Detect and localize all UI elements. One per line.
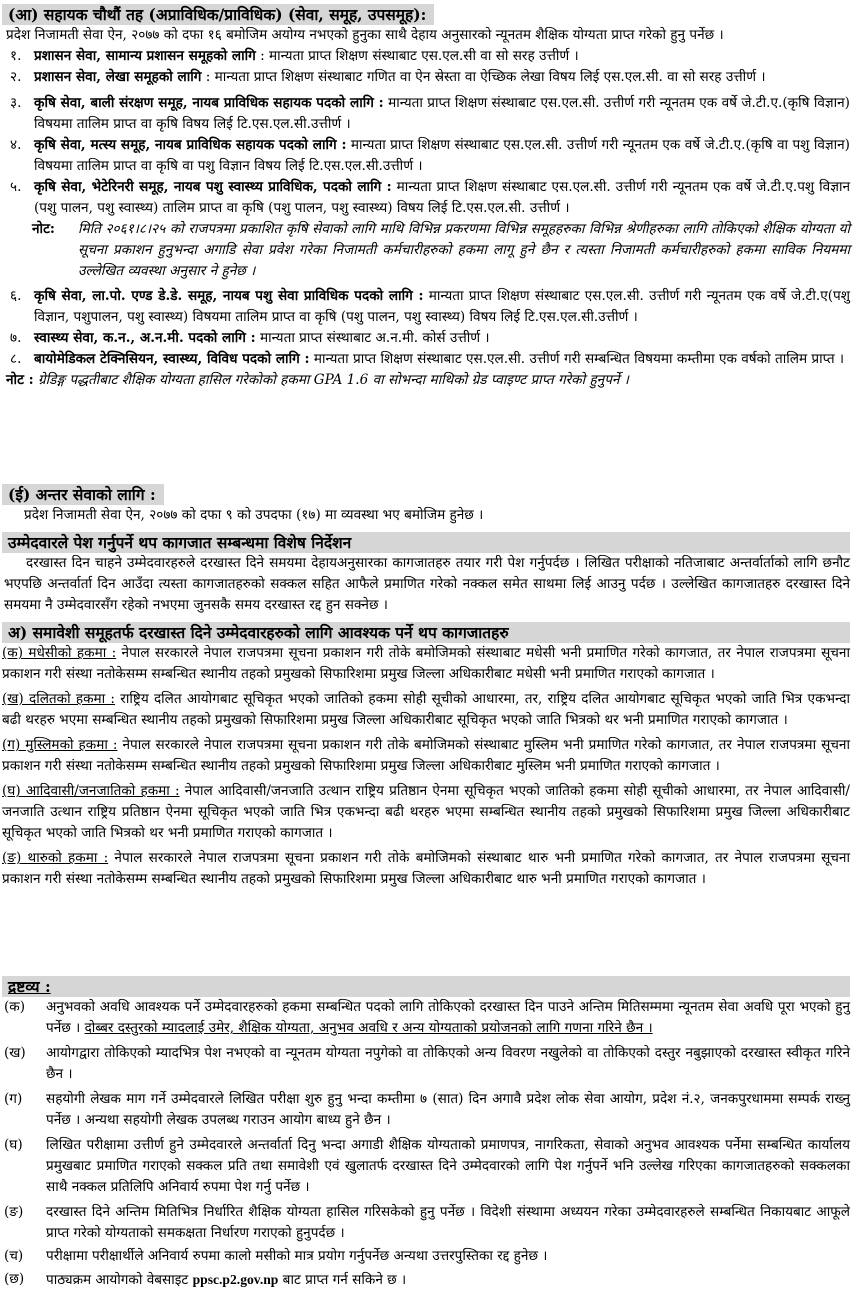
item-text: नेपाल सरकारले नेपाल राजपत्रमा सूचना प्रकाशन गरी तोके बमोजिमको संस्थाबाट मधेसी भनी प्रमाणित गरेको कागजात, तर नेपाल राजपत्रमा सूचना प्रकाशन गरी संस्था नतोकेसम्म सम्बन्धित स्थानीय तहको प्रमुखको सिफारिशमा प्रमुख जिल्ला अधिकारीबाट मधेसी भनी प्रमाणित गराएको कागजात । <box>2 645 850 682</box>
item-title: प्रशासन सेवा, लेखा समूहको लागि <box>34 69 202 85</box>
item-text: आयोगद्वारा तोकिएको म्यादभित्र पेश नभएको वा न्यूनतम योग्यता नपुगेको वा तोकिएको अन्य विवरण नखुलेको वा तोकिएको दस्तुर नबुझाएको दरखास्त स्वीकृत गरिने छैन । <box>46 1045 850 1082</box>
list-item <box>2 177 850 219</box>
note-2-label: नोट : <box>6 372 34 388</box>
list-item <box>2 286 850 328</box>
item-title: कृषि सेवा, बाली संरक्षण समूह, नायब प्राविधिक सहायक पदको लागि : <box>34 95 384 111</box>
item-text: परीक्षामा परीक्षार्थीले अनिवार्य रुपमा कालो मसीको मात्र प्रयोग गर्नुपर्नेछ अन्यथा उत्तरपुस्तिका रद्द हुनेछ । <box>46 1248 548 1264</box>
item-number: ५. <box>10 179 22 195</box>
section-inclusive-header: अ) समावेशी समूहतर्फ दरखास्त दिने उम्मेदवारहरुको लागि आवश्यक पर्ने थप कागजातहरु <box>2 622 850 643</box>
item-label: (ग) <box>4 1091 23 1107</box>
item-text: मान्यता प्राप्त संस्थाबाट अ.न.मी. कोर्स उत्तीर्ण । <box>255 330 490 346</box>
item-text: नेपाल आदिवासी/जनजाति उत्थान राष्ट्रिय प्रतिष्ठान ऐनमा सूचिकृत भएको जातिको हकमा सोही सूचीको आधारमा, तर नेपाल आदिवासी/जनजाति उत्थान राष्ट्रिय प्रतिष्ठान ऐनमा सूचिकृत भएको जाति भित्र एकभन्दा बढी थरहरु भएमा सम्बन्धित स्थानीय तहको प्रमुखको सिफारिशमा प्रमुख जिल्ला अधिकारीबाट सूचिकृत भएको जाति भित्रको थर भनी प्रमाणित गराएको कागजात । <box>2 783 850 841</box>
item-number: ८. <box>10 351 22 367</box>
note-1-label: नोट: <box>32 221 55 237</box>
item-text-after: बाट प्राप्त गर्न सकिने छ । <box>278 1272 407 1288</box>
section-ee-header: (ई) अन्तर सेवाको लागि : <box>2 484 164 505</box>
section-notes-title: द्रष्टव्य : <box>8 977 51 996</box>
item-text: मान्यता प्राप्त शिक्षण संस्थाबाट एस.एल.सी. उत्तीर्ण गरी न्यूनतम एक वर्षे जे.टी.ए.(कृषि वा पशु विज्ञान) विषयमा तालिम प्राप्त वा कृषि वा पशु विज्ञान विषय लिई टि.एस.एल.सी.उत्तीर्ण । <box>34 137 850 174</box>
item-number: १. <box>10 48 22 64</box>
item-label: (क) मधेसीको हकमा : <box>2 645 117 661</box>
item-text: मान्यता प्राप्त शिक्षण संस्थाबाट एस.एल.सी. उत्तीर्ण गरी सम्बन्धित विषयमा कम्तीमा एक वर्षको तालिम प्राप्त । <box>309 351 845 367</box>
section-aa-list <box>2 46 850 391</box>
item-text: : मान्यता प्राप्त शिक्षण संस्थाबाट एस.एल.सी वा सो सरह उत्तीर्ण । <box>255 48 579 64</box>
section-aa-intro: प्रदेश निजामती सेवा ऐन, २०७७ को दफा १६ बमोजिम अयोग्य नभएको हुनुका साथै देहाय अनुसारको न्यूनतम शैक्षिक योग्यता प्राप्त गरेको हुनु पर्नेछ । <box>6 27 724 43</box>
item-title: कृषि सेवा, भेटेरिनरी समूह, नायब पशु स्वास्थ्य प्राविधिक, पदको लागि : <box>34 179 392 195</box>
item-label: (घ) आदिवासी/जनजातिको हकमा : <box>2 783 180 799</box>
item-text: मान्यता प्राप्त शिक्षण संस्थाबाट एस.एल.सी. उत्तीर्ण गरी न्यूनतम एक वर्षे जे.टी.ए(पशु विज्ञान, पशुपालन, पशु स्वास्थ्य) विषयमा तालिम प्राप्त वा कृषि (पशु पालन, पशु स्वास्थ्य) विषय लिई टि.एस.एल.सी.उत्तीर्ण । <box>34 288 850 325</box>
item-number: ७. <box>10 330 22 346</box>
list-item <box>2 643 850 685</box>
item-text: दरखास्त दिने अन्तिम मितिभित्र निर्धारित शैक्षिक योग्यता हासिल गरिसकेको हुनु पर्नेछ । विदेशी संस्थामा अध्ययन गरेका उम्मेदवारहरुले सम्बन्धित निकायबाट आफूले प्राप्त गरेको योग्यताको समकक्षता निर्धारण गराएको हुनुपर्दछ । <box>46 1204 850 1241</box>
list-item <box>2 67 850 88</box>
item-text: लिखित परीक्षामा उत्तीर्ण हुने उम्मेदवारले अन्तर्वार्ता दिनु भन्दा अगाडी शैक्षिक योग्यताको प्रमाणपत्र, नागरिकता, सेवाको अनुभव आवश्यक पर्नेमा सम्बन्धित कार्यालय प्रमुखबाट प्रमाणित गराएको सक्कल प्रति तथा समावेशी एवं खुलातर्फ दरखास्त दिने उम्मेदवारको लागि पेश गर्नुपर्ने भनि उल्लेख गरिएका कागजातहरुको सक्कलका साथै नक्कल प्रतिलिपि अनिवार्य रुपमा पेश गर्नु पर्नेछ । <box>46 1137 850 1195</box>
section-aa <box>2 4 850 391</box>
section-docs-header: उम्मेदवारले पेश गर्नुपर्ने थप कागजात सम्बन्धमा विशेष निर्देशन <box>2 532 850 553</box>
list-item <box>2 328 850 349</box>
list-item <box>2 781 850 844</box>
note-1-text: मिति २०६१।८।२५ को राजपत्रमा प्रकाशित कृषि सेवाको लागि माथि विभिन्न प्रकरणमा विभिन्न समूहहरुका विभिन्न श्रेणीहरुका लागि तोकिएको शैक्षिक योग्यता यो सूचना प्रकाशन हुनुभन्दा अगाडि सेवा प्रवेश गरेका निजामती कर्मचारीहरुको हकमा लागू हुने छैन र त्यस्ता निजामती कर्मचारीहरुको हकमा साविक नियममा उल्लेखित व्यवस्था अनुसार ने हुनेछ । <box>78 221 850 279</box>
section-notes <box>2 976 850 1291</box>
item-label: (क) <box>4 999 26 1015</box>
item-text: राष्ट्रिय दलित आयोगबाट सूचिकृत भएको जातिको हकमा सोही सूचीको आधारमा, तर, राष्ट्रिय दलित आयोगबाट सूचिकृत भएको जाति भित्र एकभन्दा बढी थरहरु भएमा सम्बन्धित स्थानीय तहको प्रमुखको सिफारिशमा प्रमुख जिल्ला अधिकारीबाट सूचिकृत भएको जाति भित्रको थर भनी प्रमाणित गराएको कागजात । <box>2 691 850 728</box>
item-text: अनुभवको अवधि आवश्यक पर्ने उम्मेदवारहरुको हकमा सम्बन्धित पदको लागि तोकिएको दरखास्त दिन पाउने अन्तिम मितिसम्ममा न्यूनतम सेवा अवधि पूरा भएको हुनु पर्नेछ । <box>46 999 850 1036</box>
section-ee <box>2 484 850 526</box>
item-label: (च) <box>4 1248 24 1264</box>
list-item <box>2 135 850 177</box>
list-item <box>2 46 850 67</box>
list-item <box>2 1043 850 1085</box>
note-2 <box>2 370 850 391</box>
item-text: नेपाल सरकारले नेपाल राजपत्रमा सूचना प्रकाशन गरी तोके बमोजिमको संस्थाबाट मुस्लिम भनी प्रमाणित गरेको कागजात, तर नेपाल राजपत्रमा सूचना प्रकाशन गरी संस्था नतोकेसम्म सम्बन्धित स्थानीय तहको प्रमुखको सिफारिशमा प्रमुख जिल्ला अधिकारीबाट मुस्लिम भनी प्रमाणित गराएको कागजात । <box>2 737 850 774</box>
note-1 <box>2 219 850 282</box>
section-aa-header: (आ) सहायक चौथौं तह (अप्राविधिक/प्राविधिक) (सेवा, समूह, उपसमूह): <box>2 4 434 25</box>
item-label: (ङ) थारुको हकमा : <box>2 850 109 866</box>
item-label: (घ) <box>4 1137 23 1153</box>
section-docs-text: दरखास्त दिन चाहने उम्मेदवारहरुले दरखास्त दिने समयमा देहायअनुसारका कागजातहरु तयार गरी पेश गर्नुपर्दछ । लिखित परीक्षाको नतिजाबाट अन्तर्वार्ताको लागि छनौट भएपछि अन्तर्वार्ता दिन आउँदा त्यस्ता कागजातहरुको सक्कल सहित आफैले प्रमाणित गरेको नक्कल समेत साथमा लिई आउनु पर्दछ । उल्लेखित कागजातहरु दरखास्त दिने समयमा नै उम्मेदवारसँग रहेको नभएमा जुनसकै समय दरखास्त रद्द हुन सक्नेछ । <box>4 555 850 613</box>
item-title: स्वास्थ्य सेवा, क.न., अ.न.मी. पदको लागि : <box>34 330 256 346</box>
list-item <box>2 1135 850 1198</box>
item-text: मान्यता प्राप्त शिक्षण संस्थाबाट एस.एल.सी. उत्तीर्ण गरी न्यूनतम एक वर्षे जे.टी.ए.(कृषि विज्ञान) विषयमा तालिम प्राप्त वा कृषि विषय लिई टि.एस.एल.सी.उत्तीर्ण । <box>34 95 850 132</box>
list-item <box>2 689 850 731</box>
section-notes-header <box>2 976 850 997</box>
item-underlined-text: दोब्बर दस्तुरको म्यादलाई उमेर, शैक्षिक योग्यता, अनुभव अवधि र अन्य योग्यताको प्रयोजनको लागि गणना गरिने छैन । <box>84 1020 653 1036</box>
item-text: मान्यता प्राप्त शिक्षण संस्थाबाट एस.एल.सी. उत्तीर्ण गरी न्यूनतम एक वर्षे जे.टी.ए.पशु विज्ञान (पशु पालन, पशु स्वास्थ्य) तालिम प्राप्त वा कृषि (पशु पालन, पशु स्वास्थ्य) विषय लिई टि.एस.एल.सी. उत्तीर्ण । <box>34 179 851 216</box>
website-url: ppsc.p2.gov.np <box>192 1272 279 1287</box>
item-number: ३. <box>10 95 22 111</box>
item-title: प्रशासन सेवा, सामान्य प्रशासन समूहको लागि <box>34 48 256 64</box>
item-title: बायोमेडिकल टेक्निसियन, स्वास्थ्य, विविध पदको लागि : <box>34 351 310 367</box>
item-text: : मान्यता प्राप्त शिक्षण संस्थाबाट गणित वा ऐन स्रेस्ता वा ऐच्छिक लेखा विषय लिई एस.एल.सी. वा सो सरह उत्तीर्ण । <box>201 69 766 85</box>
list-item <box>2 1089 850 1131</box>
item-label: (ख) दलितको हकमा : <box>2 691 116 707</box>
list-item <box>2 1269 850 1291</box>
item-title: कृषि सेवा, ला.पो. एण्ड डे.डे. समूह, नायब पशु सेवा प्राविधिक पदको लागि : <box>34 288 424 304</box>
list-item <box>2 1202 850 1244</box>
item-number: २. <box>10 69 22 85</box>
note-2-text: ग्रेडिङ्ग पद्धतीबाट शैक्षिक योग्यता हासिल गरेकोको हकमा GPA 1.6 वा सोभन्दा माथिको ग्रेड प्वाइण्ट प्राप्त गरेको हुनुपर्ने । <box>33 372 629 388</box>
section-docs <box>2 532 850 616</box>
item-label: (छ) <box>4 1271 25 1287</box>
item-number: ४. <box>10 137 22 153</box>
item-text: सहयोगी लेखक माग गर्ने उम्मेदवारले लिखित परीक्षा शुरु हुनु भन्दा कम्तीमा ७ (सात) दिन अगावै प्रदेश लोक सेवा आयोग, प्रदेश नं.२, जनकपुरधाममा सम्पर्क राख्नु पर्नेछ । अन्यथा सहयोगी लेखक उपलब्ध गराउन आयोग बाध्य हुने छैन । <box>46 1091 850 1128</box>
list-item <box>2 1246 850 1267</box>
list-item <box>2 997 850 1039</box>
item-title: कृषि सेवा, मत्स्य समूह, नायब प्राविधिक सहायक पदको लागि : <box>34 137 347 153</box>
item-text: पाठ्यक्रम आयोगको वेबसाइट <box>46 1272 193 1288</box>
item-label: (ख) <box>4 1045 26 1061</box>
list-item <box>2 735 850 777</box>
item-text: नेपाल सरकारले नेपाल राजपत्रमा सूचना प्रकाशन गरी तोके बमोजिमको संस्थाबाट थारु भनी प्रमाणित गरेको कागजात, तर नेपाल राजपत्रमा सूचना प्रकाशन गरी संस्था नतोकेसम्म सम्बन्धित स्थानीय तहको प्रमुखको सिफारिशमा प्रमुख जिल्ला अधिकारीबाट थारु भनी प्रमाणित गराएको कागजात । <box>2 850 850 887</box>
list-item <box>2 93 850 135</box>
item-label: (ग) मुस्लिमको हकमा : <box>2 737 118 753</box>
section-ee-text: प्रदेश निजामती सेवा ऐन, २०७७ को दफा ९ को उपदफा (१७) मा व्यवस्था भए बमोजिम हुनेछ । <box>24 507 484 523</box>
item-number: ६. <box>10 288 22 304</box>
section-inclusive <box>2 622 850 890</box>
item-label: (ङ) <box>4 1204 24 1220</box>
list-item <box>2 848 850 890</box>
list-item <box>2 349 850 370</box>
